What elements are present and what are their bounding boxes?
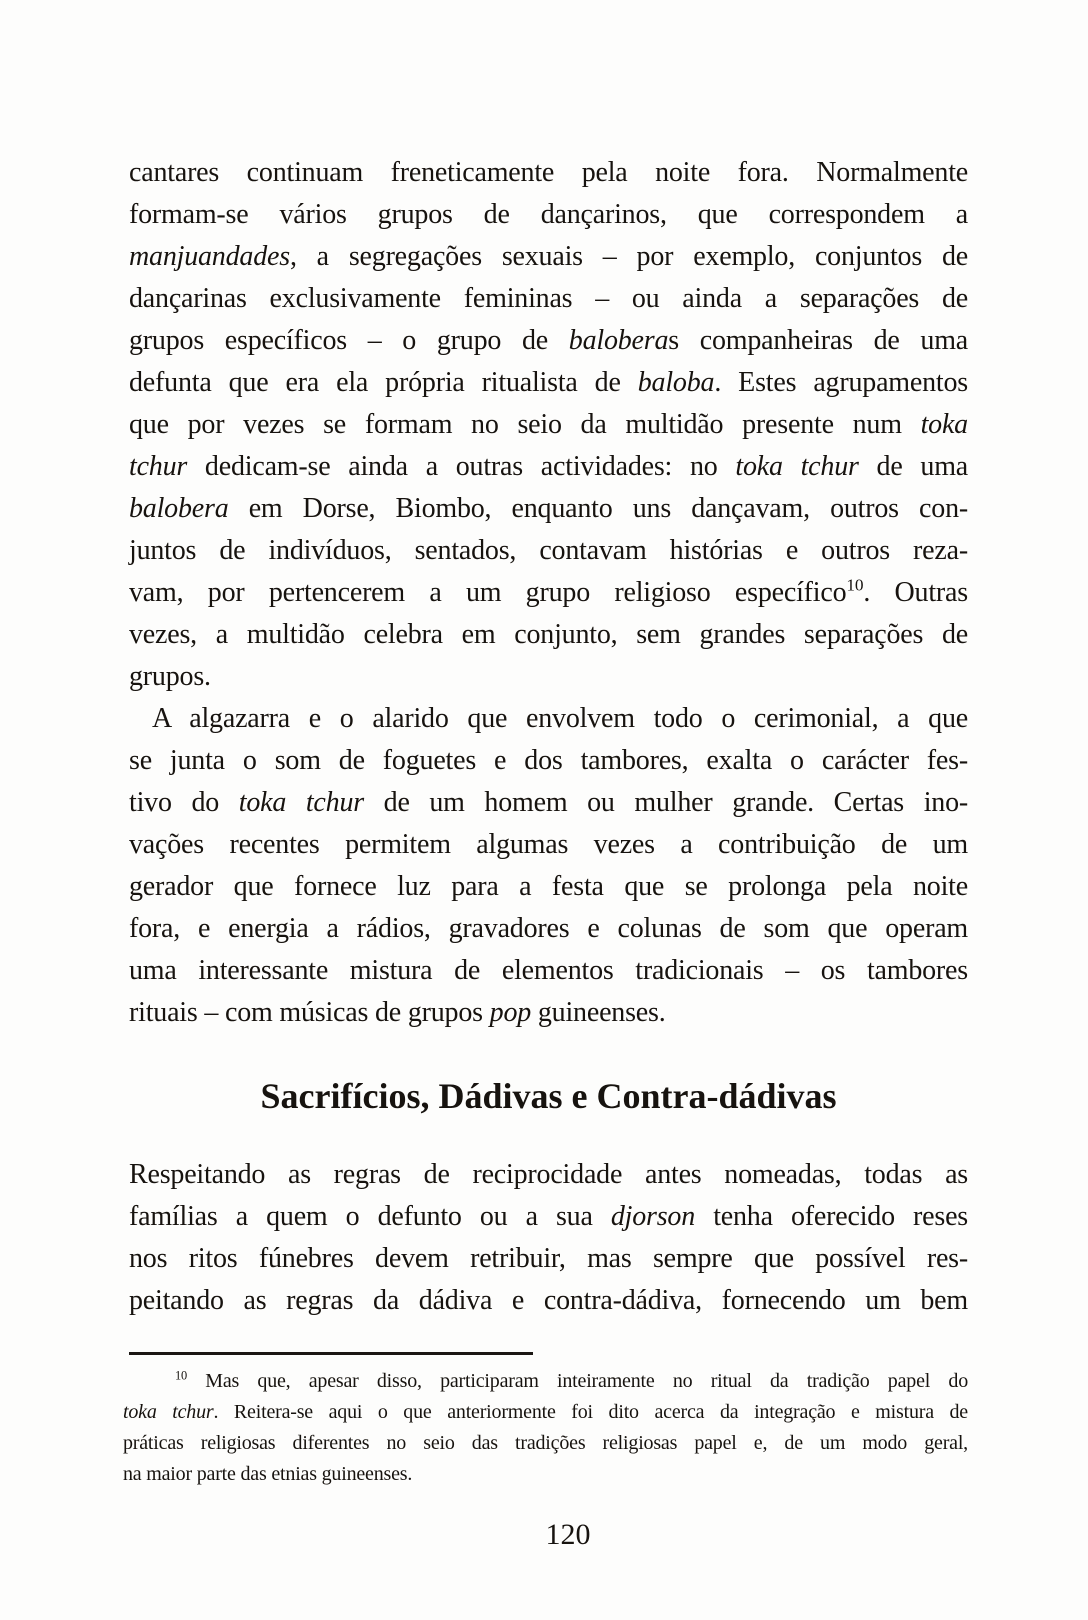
footnote (123, 1366, 968, 1490)
text-line: vezes, a multidão celebra em conjunto, sem grandes separações de (129, 619, 968, 650)
body-text (129, 152, 968, 1322)
italic-term: balobera (568, 325, 669, 356)
italic-term: baloba (637, 367, 715, 398)
text-line: tchur dedicam-se ainda a outras actividades: no toka tchur de uma (129, 451, 968, 482)
text-line: tivo do toka tchur de um homem ou mulher grande. Certas ino- (129, 787, 968, 818)
text-line: peitando as regras da dádiva e contra-dádiva, fornecendo um bem (129, 1285, 968, 1316)
footnote-line: práticas religiosas diferentes no seio das tradições religiosas papel e, de um modo geral, (123, 1432, 968, 1454)
section-heading: Sacrifícios, Dádivas e Contra-dádivas (260, 1076, 837, 1116)
text-line: se junta o som de foguetes e dos tambores, exalta o carácter fes- (129, 745, 968, 776)
text-line: nos ritos fúnebres devem retribuir, mas sempre que possível res- (129, 1243, 968, 1274)
footnote-line: toka tchur. Reitera-se aqui o que anteriormente foi dito acerca da integração e mistura de (123, 1401, 968, 1423)
footnote-line: na maior parte das etnias guineenses. (123, 1463, 413, 1485)
text-line: formam-se vários grupos de dançarinos, que correspondem a (129, 199, 968, 230)
text-line: A algazarra e o alarido que envolvem todo o cerimonial, a que (152, 703, 968, 734)
text-line: balobera em Dorse, Biombo, enquanto uns dançavam, outros con- (129, 493, 968, 524)
text-line: vam, por pertencerem a um grupo religioso específico$^{10}$. Outras (129, 575, 968, 608)
text-line: dançarinas exclusivamente femininas – ou ainda a separações de (129, 283, 968, 314)
italic-term: manjuandades (129, 241, 290, 272)
text-line: defunta que era ela própria ritualista de baloba. Estes agrupamentos (129, 367, 968, 398)
text-line: que por vezes se formam no seio da multidão presente num toka (129, 409, 968, 440)
footnote-reference: 10 (846, 575, 864, 595)
italic-term: toka (920, 409, 968, 440)
text-line: grupos específicos – o grupo de baloberas companheiras de uma (129, 325, 968, 356)
italic-term: toka tchur (123, 1401, 214, 1423)
text-line: famílias a quem o defunto ou a sua djorson tenha oferecido reses (129, 1201, 968, 1232)
italic-term: djorson (610, 1201, 696, 1232)
footnote-line: $^{10}$ Mas que, apesar disso, participaram inteiramente no ritual da tradição papel do (175, 1368, 968, 1392)
text-line: cantares continuam freneticamente pela noite fora. Normalmente (129, 157, 968, 188)
footnote-reference: 10 (175, 1368, 187, 1383)
footnote-divider (129, 1352, 533, 1355)
text-line: rituais – com músicas de grupos pop guineenses. (129, 997, 666, 1028)
italic-term: tchur (129, 451, 188, 482)
text-line: vações recentes permitem algumas vezes a contribuição de um (129, 829, 968, 860)
italic-term: toka tchur (238, 787, 364, 818)
text-line: gerador que fornece luz para a festa que se prolonga pela noite (129, 871, 968, 902)
page-number: 120 (545, 1518, 591, 1551)
italic-term: toka tchur (735, 451, 859, 482)
section-after-heading (129, 1154, 968, 1322)
text-line: fora, e energia a rádios, gravadores e colunas de som que operam (129, 913, 968, 944)
section-before-heading (129, 152, 968, 1034)
text-line: uma interessante mistura de elementos tradicionais – os tambores (129, 955, 968, 986)
italic-term: pop (489, 997, 532, 1028)
text-line: grupos. (129, 661, 211, 692)
italic-term: balobera (129, 493, 229, 524)
text-line: manjuandades, a segregações sexuais – por exemplo, conjuntos de (129, 241, 968, 272)
text-line: juntos de indivíduos, sentados, contavam histórias e outros reza- (129, 535, 968, 566)
text-line: Respeitando as regras de reciprocidade antes nomeadas, todas as (129, 1159, 968, 1190)
